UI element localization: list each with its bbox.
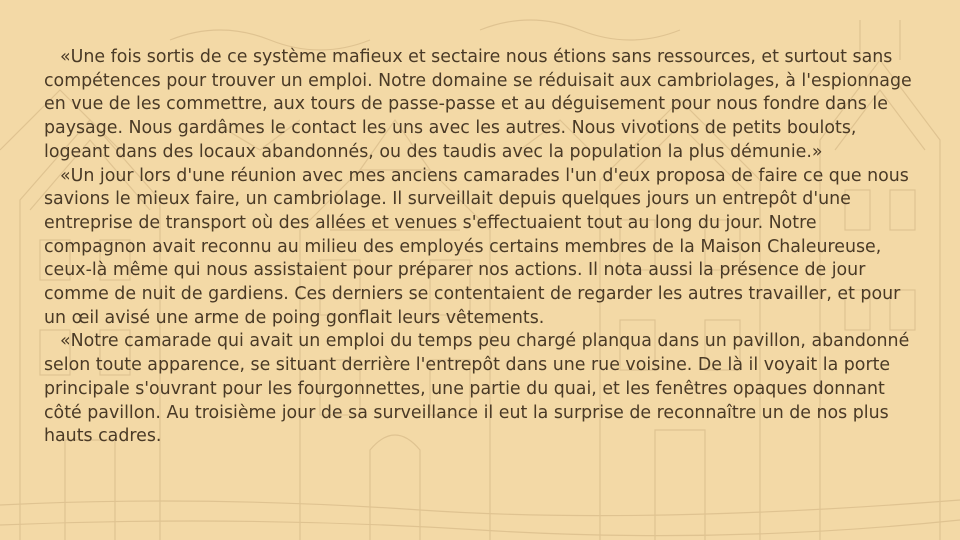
paragraph-3: «Notre camarade qui avait un emploi du temps peu chargé planqua dans un pavillon, abandonné selon toute apparence, se situant derrière l'entrepôt dans une rue voisine. De là il voyait la porte principale s'ouvrant pour les fourgonnettes, une partie du quai, et les fenêtres opaques donnant côté pavillon. Au troisième jour de sa surveillance il eut la surprise de reconnaître un de nos plus hauts cadres.	[44, 331, 910, 447]
document-body	[44, 46, 924, 449]
paragraph-2: «Un jour lors d'une réunion avec mes anciens camarades l'un d'eux proposa de faire ce que nous savions le mieux faire, un cambriolage. Il surveillait depuis quelques jours un entrepôt d'une entreprise de transport où des allées et venues s'effectuaient tout au long du jour. Notre compagnon avait reconnu au milieu des employés certains membres de la Maison Chaleureuse, ceux-là même qui nous assistaient pour préparer nos actions. Il nota aussi la présence de jour comme de nuit de gardiens. Ces derniers se contentaient de regarder les autres travailler, et pour un œil avisé une arme de poing gonflait leurs vêtements.	[44, 165, 909, 328]
paragraph-1: «Une fois sortis de ce système mafieux et sectaire nous étions sans ressources, et surtout sans compétences pour trouver un emploi. Notre domaine se réduisait aux cambriolages, à l'espionnage en vue de les commettre, aux tours de passe-passe et au déguisement pour nous fondre dans le paysage. Nous gardâmes le contact les uns avec les autres. Nous vivotions de petits boulots, logeant dans des locaux abandonnés, ou des taudis avec la population la plus démunie.»	[44, 47, 912, 162]
